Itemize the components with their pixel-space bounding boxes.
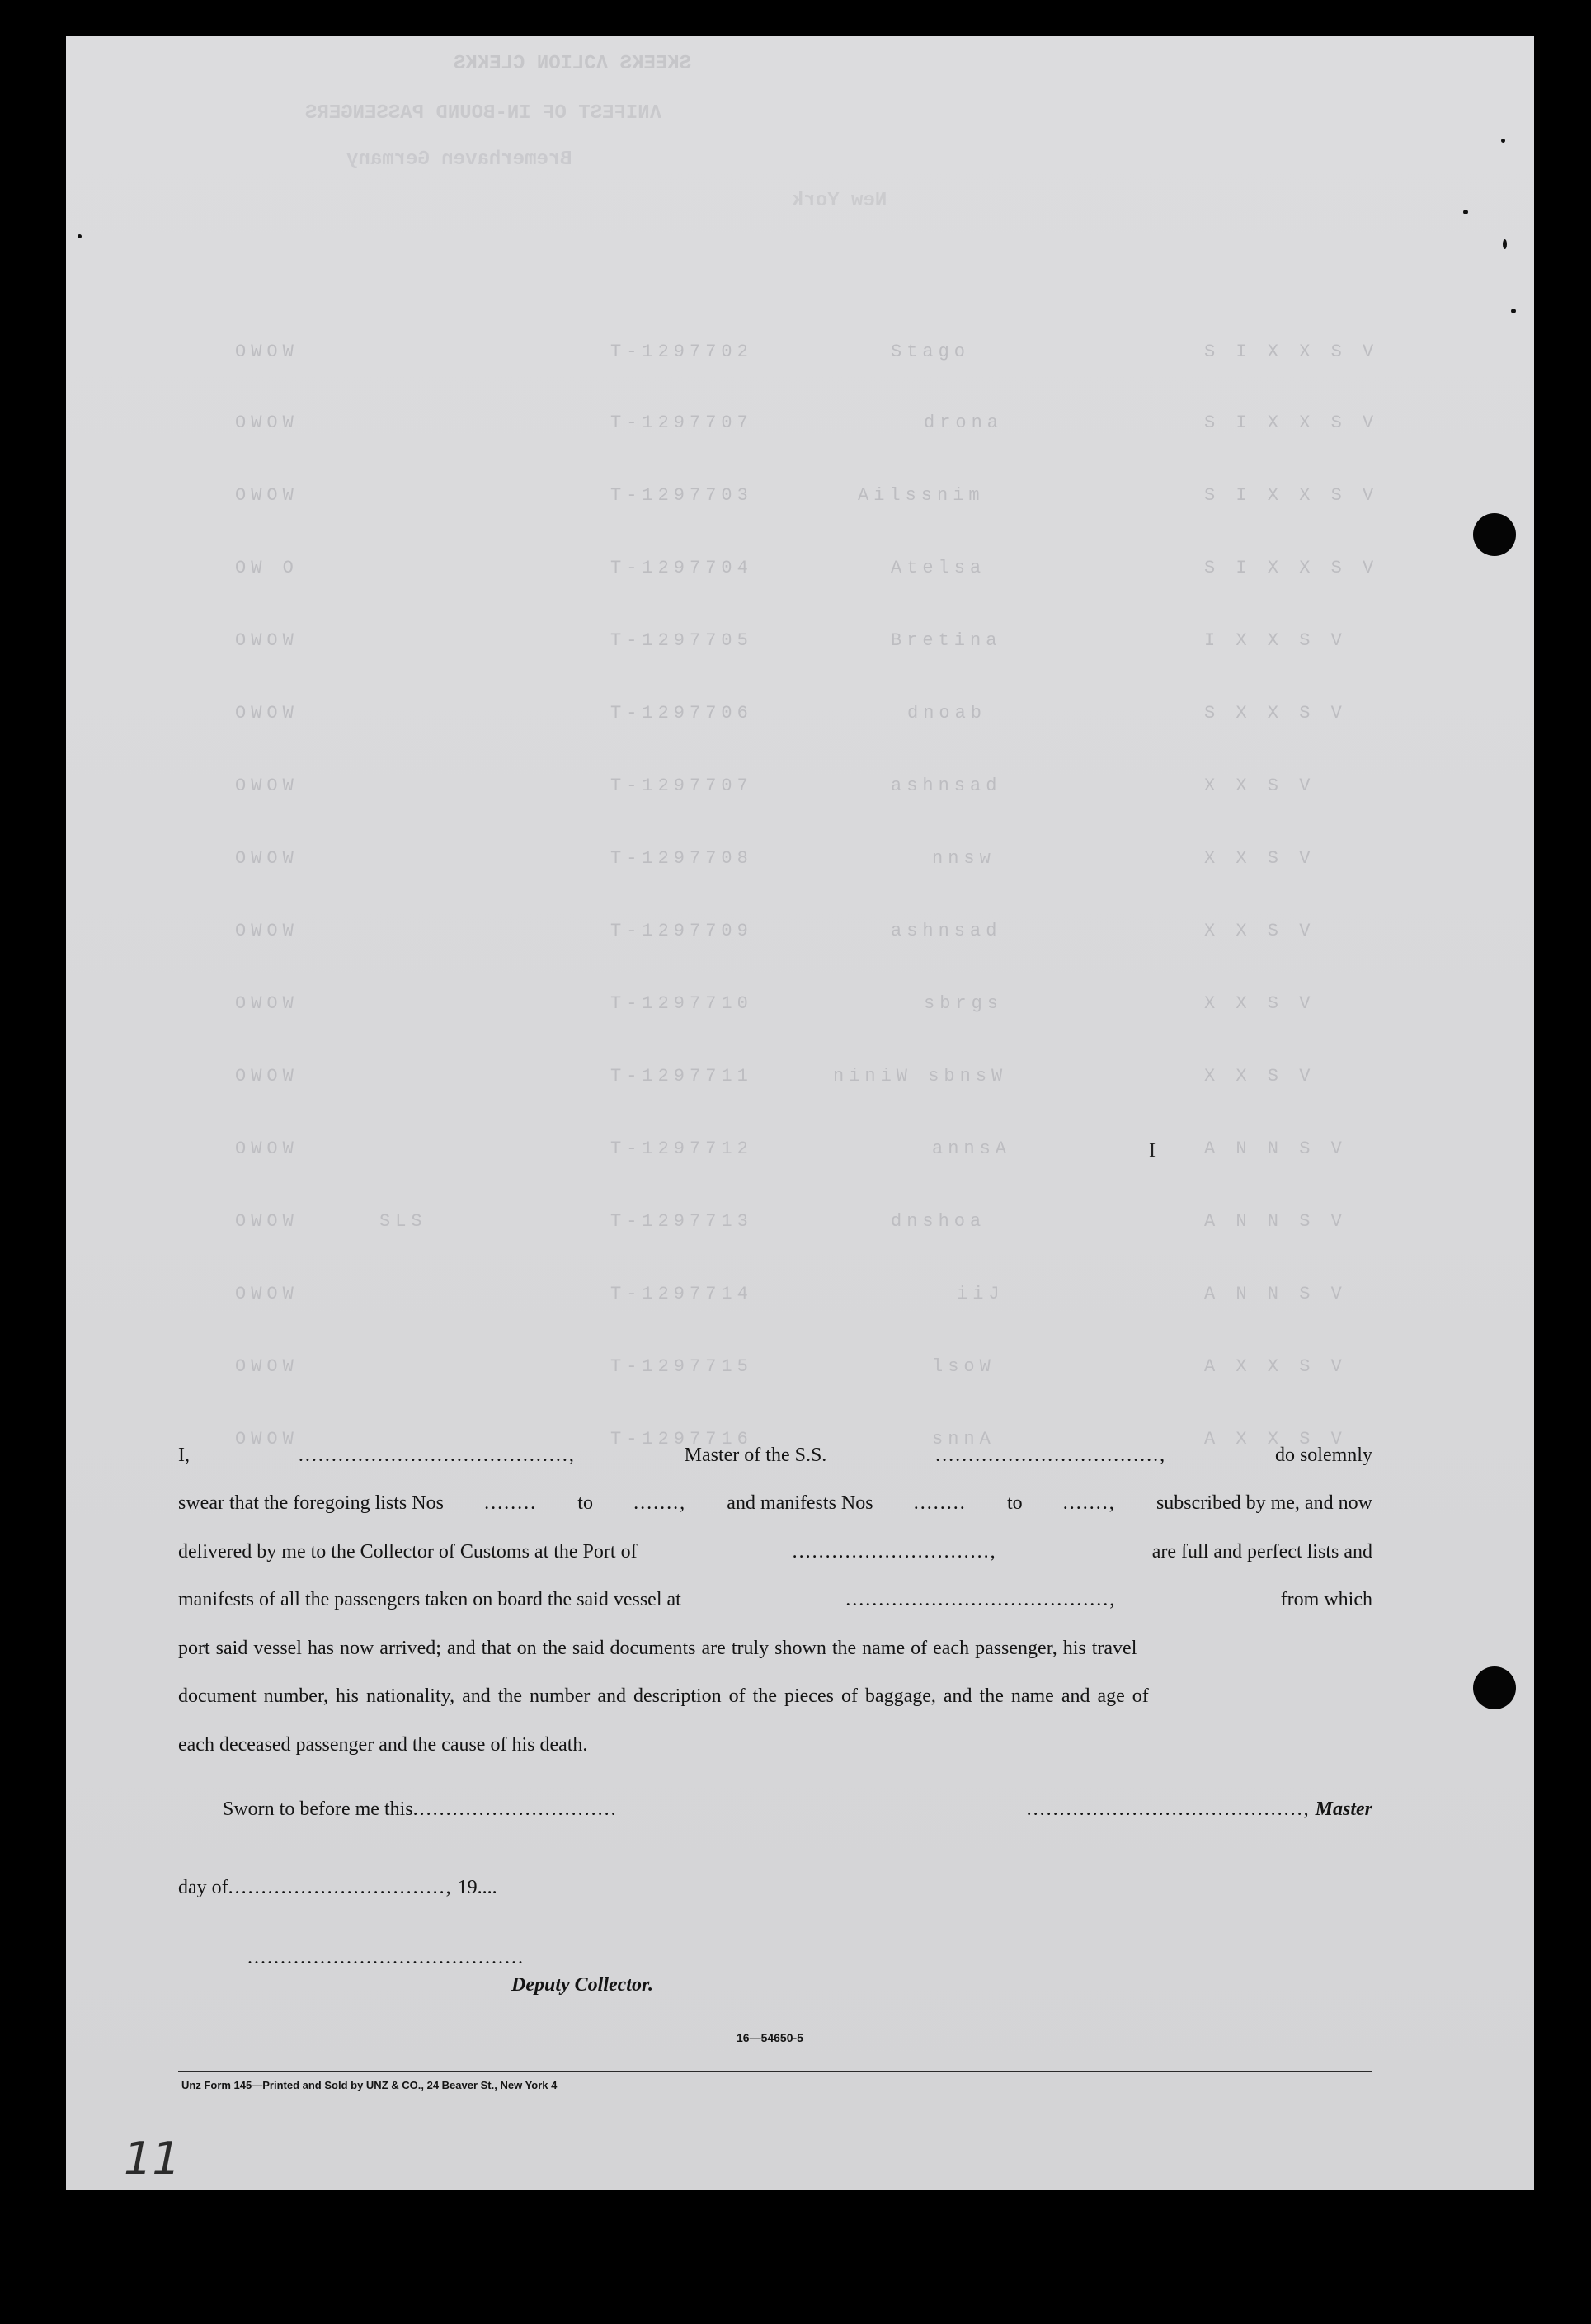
printer-footer: Unz Form 145—Printed and Sold by UNZ & CO., 24 Beaver St., New York 4 [181, 2079, 558, 2091]
bleed-through-row: OWOW T-1297707 ashnsad X X S V [235, 775, 1316, 796]
bleed-through-row: OWOW T-1297706 dnoab S X X S V [235, 703, 1347, 724]
sworn-date-field[interactable]: ............................... [412, 1798, 618, 1820]
oath-text: each deceased passenger and the cause of his death. [178, 1733, 588, 1756]
oath-text: to [1006, 1492, 1023, 1515]
sworn-row [178, 1798, 1372, 1821]
bleed-through-row: OWOW T-1297702 Stago S I X X S V [235, 342, 1379, 362]
sworn-group [178, 1798, 618, 1821]
master-signature-group [1027, 1798, 1372, 1821]
punch-hole-bottom [1473, 1666, 1516, 1709]
pencil-page-mark: 11 [124, 2133, 181, 2185]
master-label: Master [1315, 1798, 1372, 1820]
form-number: 16—54650-5 [737, 2031, 803, 2044]
list-from-field[interactable]: ........ [484, 1492, 538, 1515]
oath-text: delivered by me to the Collector of Customs at the Port of [178, 1540, 638, 1563]
oath-line-1 [178, 1431, 1372, 1480]
oath-text: Master of the S.S. [684, 1444, 827, 1466]
day-row [178, 1877, 497, 1899]
handwritten-initial: I [1149, 1140, 1156, 1162]
deputy-collector-label: Deputy Collector. [511, 1974, 653, 1996]
bleed-through-row: OWOW T-1297715 lsoW A X X S V [235, 1356, 1347, 1377]
manifest-from-field[interactable]: ........ [913, 1492, 967, 1515]
oath-text: manifests of all the passengers taken on board the said vessel at [178, 1589, 681, 1611]
speck [1463, 210, 1468, 214]
oath-line-5 [178, 1624, 1372, 1673]
oath-text: are full and perfect lists and [1151, 1540, 1372, 1563]
speck [78, 234, 82, 238]
oath-line-3 [178, 1528, 1372, 1577]
master-name-field[interactable]: ........................................., [298, 1444, 576, 1466]
oath-text: and manifests Nos [727, 1492, 873, 1515]
speck [1501, 139, 1505, 143]
bleed-through-row: OWOW T-1297707 drona S I X X S V [235, 412, 1379, 433]
embark-port-field[interactable]: ........................................, [845, 1589, 1117, 1611]
footer-rule [178, 2071, 1372, 2072]
bleed-through-row: OWOW T-1297716 snnA A X X S V [235, 1429, 1347, 1450]
oath-text: I, [178, 1444, 190, 1466]
ship-name-field[interactable]: .................................., [935, 1444, 1167, 1466]
oath-text: document number, his nationality, and the number and description of the pieces of baggage, and the name and age of [178, 1685, 1149, 1708]
oath-line-2 [178, 1480, 1372, 1529]
oath-line-4 [178, 1577, 1372, 1625]
bleed-through-row: OWOW T-1297711 niniW sbnsW X X S V [235, 1066, 1316, 1087]
year-field[interactable]: 19.... [457, 1877, 497, 1898]
oath-text: subscribed by me, and now [1156, 1492, 1372, 1515]
document-page [66, 36, 1534, 2190]
oath-text: to [577, 1492, 593, 1515]
bleed-through-row: OWOW T-1297710 sbrgs X X S V [235, 993, 1316, 1014]
speck [1503, 239, 1507, 249]
oath-paragraph [178, 1431, 1372, 1770]
sworn-label: Sworn to before me this [223, 1798, 413, 1820]
deputy-signature-field[interactable]: .......................................... [247, 1947, 525, 1968]
day-label: day of [178, 1877, 228, 1898]
bleed-through-row: OWOW T-1297712 annsA A N N S V [235, 1138, 1347, 1159]
port-field[interactable]: .............................., [792, 1540, 997, 1563]
bleed-through-row: OWOW T-1297705 Bretina I X X S V [235, 630, 1347, 651]
bleed-through-row: OWOW T-1297708 nnsw X X S V [235, 848, 1316, 869]
oath-text: swear that the foregoing lists Nos [178, 1492, 444, 1515]
oath-text: from which [1280, 1589, 1372, 1611]
bleed-through-header: SKEEKS ΛƆLION CLEKKS [454, 53, 692, 75]
bleed-through-row: OWOW T-1297703 Ailssnim S I X X S V [235, 485, 1379, 506]
bleed-through-header: Bremerhaven Germany [346, 148, 572, 171]
master-signature-field[interactable]: .........................................., [1026, 1798, 1311, 1820]
bleed-through-row: OWOW T-1297714 iiJ A N N S V [235, 1284, 1347, 1304]
bleed-through-row: OWOW SLS T-1297713 dnshoa A N N S V [235, 1211, 1347, 1232]
bleed-through-header: ΛNIFEST OF IN-BOUND PASSENGERS [305, 102, 662, 125]
manifest-to-field[interactable]: ......., [1062, 1492, 1116, 1515]
day-month-field[interactable]: ................................., [228, 1877, 453, 1898]
list-to-field[interactable]: ......., [633, 1492, 687, 1515]
bleed-through-row: OW O T-1297704 Atelsa S I X X S V [235, 558, 1379, 578]
bleed-through-row: OWOW T-1297709 ashnsad X X S V [235, 921, 1316, 941]
oath-text: do solemnly [1274, 1444, 1372, 1466]
bleed-through-header: New York [792, 190, 887, 212]
oath-text: port said vessel has now arrived; and that on the said documents are truly shown the name of each passenger, his travel [178, 1637, 1137, 1659]
oath-line-6 [178, 1673, 1372, 1722]
oath-line-7 [178, 1721, 1372, 1770]
speck [1511, 309, 1516, 313]
